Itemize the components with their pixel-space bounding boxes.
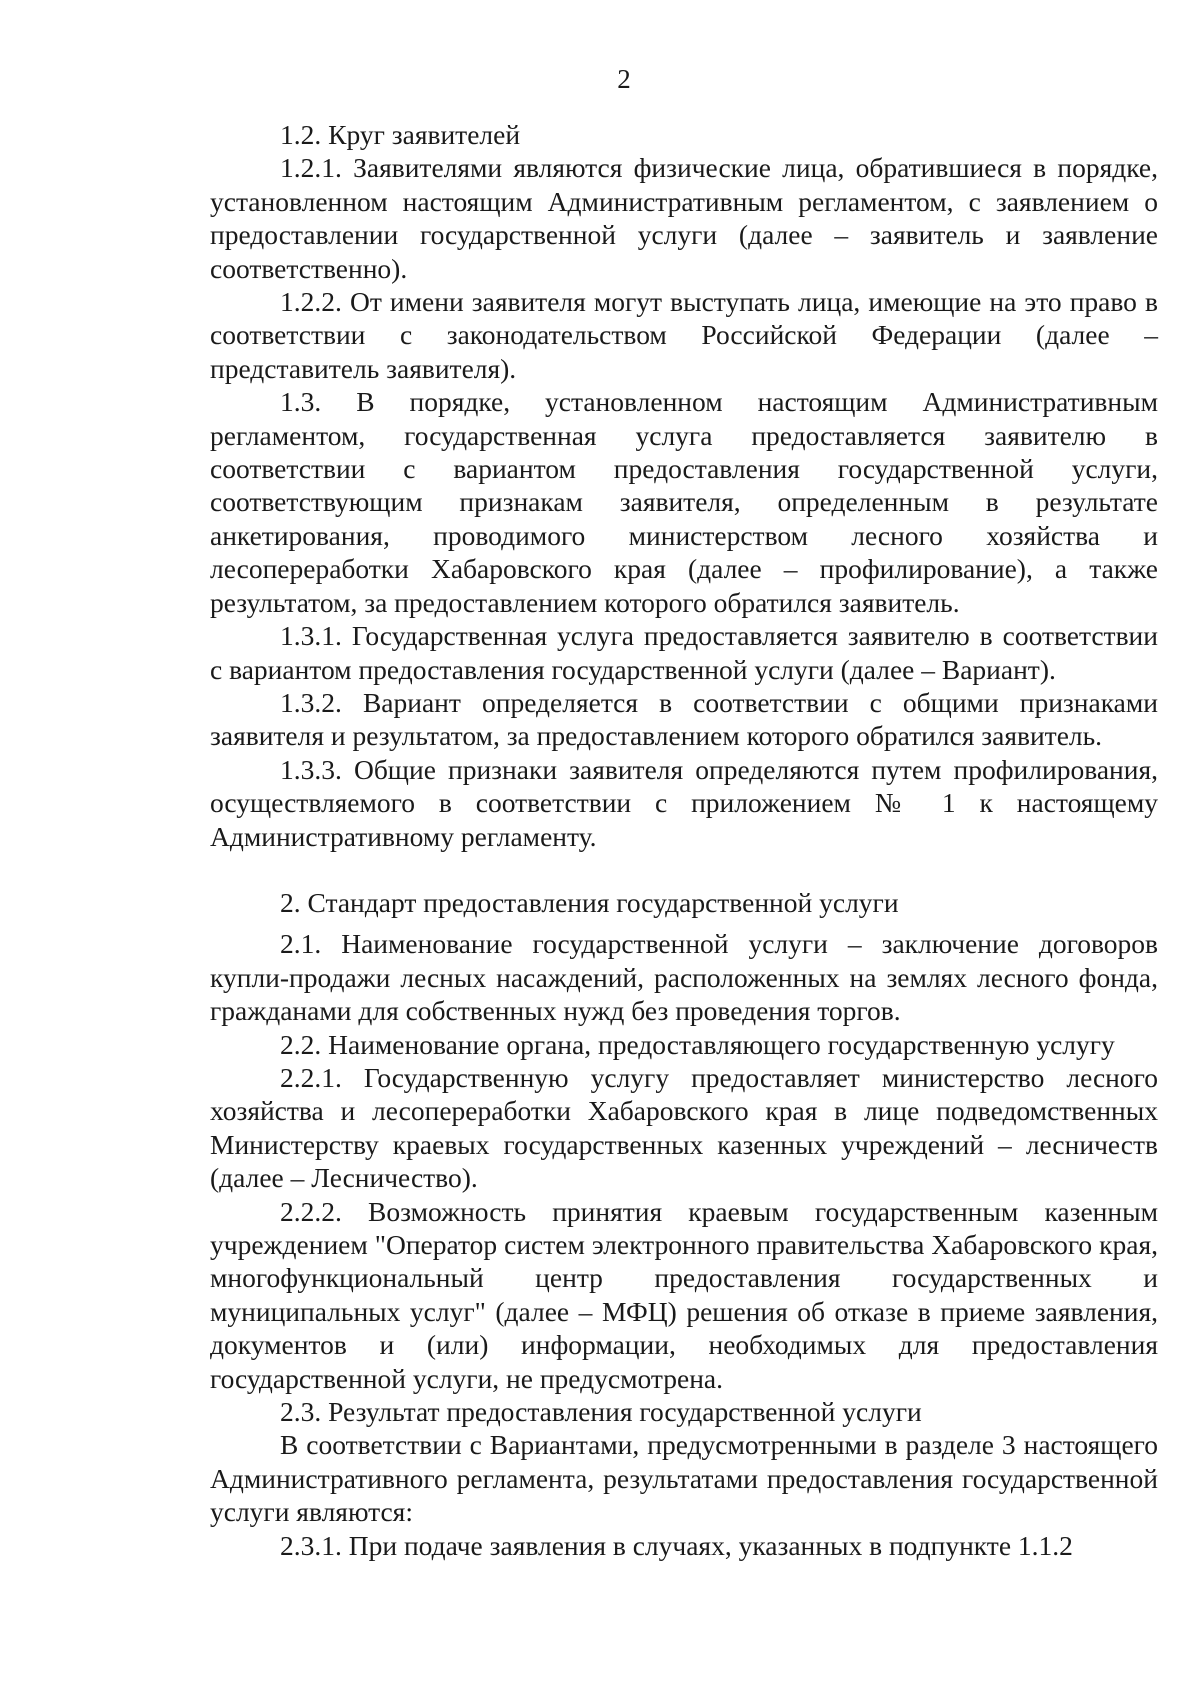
subsection-heading: 1.2. Круг заявителей: [280, 119, 521, 150]
paragraph: 1.3.3. Общие признаки заявителя определяются путем профилирования, осуществляемого в соответствии с приложением № 1 к настоящему Административному регламенту.: [210, 753, 1158, 852]
paragraph: 1.3.2. Вариант определяется в соответствии с общими признаками заявителя и результатом, за предоставлением которого обратился заявитель.: [210, 686, 1158, 752]
subsection-heading: 2.3. Результат предоставления государственной услуги: [280, 1396, 922, 1428]
paragraph: 2.2.2. Возможность принятия краевым государственным казенным учреждением "Оператор систем электронного правительства Хабаровского края, многофункциональный центр предоставления государственных и муниципальных услуг" (далее – МФЦ) решения об отказе в приеме заявления, документов и (или) информации, необходимых для предоставления государственной услуги, не предусмотрена.: [210, 1195, 1158, 1394]
section-heading: 2. Стандарт предоставления государственной услуги: [280, 886, 899, 918]
page-number: 2: [617, 64, 631, 94]
paragraph: 2.2.1. Государственную услугу предоставляет министерство лесного хозяйства и лесопереработки Хабаровского края в лице подведомственных Министерству краевых государственных казенных учреждений – лесничеств (далее – Лесничество).: [210, 1061, 1158, 1194]
paragraph: В соответствии с Вариантами, предусмотренными в разделе 3 настоящего Административного регламента, результатами предоставления государственной услуги являются:: [210, 1429, 1158, 1528]
document-body: [210, 118, 1158, 1562]
paragraph: 1.3. В порядке, установленном настоящим Административным регламентом, государственная услуга предоставляется заявителю в соответствии с вариантом предоставления государственной услуги, соответствующим признакам заявителя, определенным в результате анкетирования, проводимого министерством лесного хозяйства и лесопереработки Хабаровского края (далее – профилирование), а также результатом, за предоставлением которого обратился заявитель.: [210, 386, 1158, 618]
paragraph: 1.2.2. От имени заявителя могут выступать лица, имеющие на это право в соответствии с законодательством Российской Федерации (далее – представитель заявителя).: [210, 286, 1158, 384]
subsection-heading: 2.2. Наименование органа, предоставляющего государственную услугу: [280, 1028, 1115, 1060]
paragraph: 2.3.1. При подаче заявления в случаях, указанных в подпункте 1.1.2: [280, 1529, 1073, 1561]
paragraph: 2.1. Наименование государственной услуги – заключение договоров купли-продажи лесных насаждений, расположенных на землях лесного фонда, гражданами для собственных нужд без проведения торгов.: [210, 928, 1158, 1027]
paragraph: 1.2.1. Заявителями являются физические лица, обратившиеся в порядке, установленном настоящим Административным регламентом, с заявлением о предоставлении государственной услуги (далее – заявитель и заявление соответственно).: [210, 152, 1158, 284]
paragraph: 1.3.1. Государственная услуга предоставляется заявителю в соответствии с вариантом предоставления государственной услуги (далее – Вариант).: [210, 620, 1158, 685]
